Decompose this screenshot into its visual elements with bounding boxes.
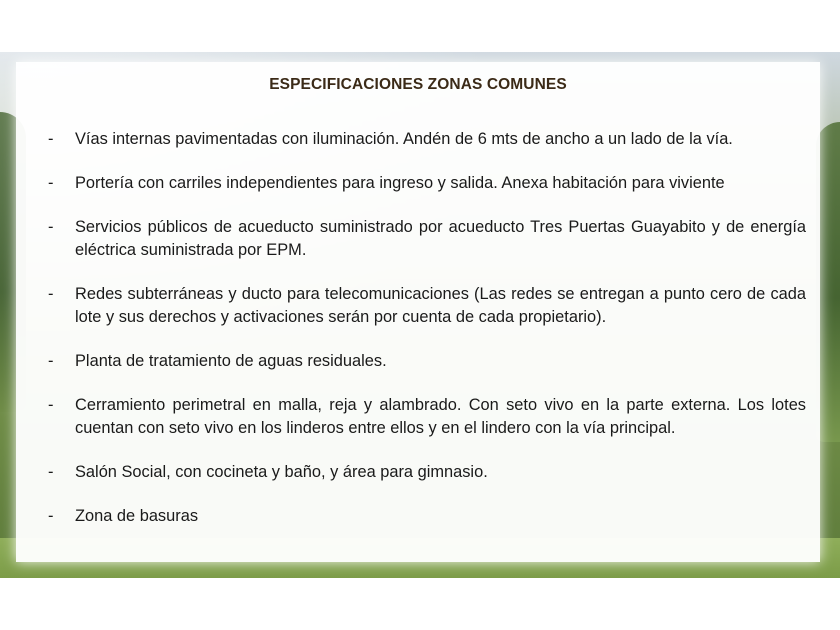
- list-item: [46, 216, 806, 262]
- list-item-text: Vías internas pavimentadas con iluminación. Andén de 6 mts de ancho a un lado de la vía.: [75, 130, 733, 148]
- list-item: [46, 172, 806, 195]
- list-item-text: Salón Social, con cocineta y baño, y área para gimnasio.: [75, 463, 488, 481]
- slide-title: ESPECIFICACIONES ZONAS COMUNES: [269, 76, 567, 93]
- list-item-text: Zona de basuras: [75, 507, 199, 525]
- list-item-text: Portería con carriles independientes para ingreso y salida. Anexa habitación para viviente: [75, 174, 725, 192]
- list-item-text: Servicios públicos de acueducto suministrado por acueducto Tres Puertas Guayabito y de energía eléctrica suministrada por EPM.: [75, 218, 806, 259]
- slide: [0, 52, 840, 578]
- bullet-dash: -: [48, 507, 54, 525]
- bullet-dash: -: [48, 285, 54, 303]
- list-item: [46, 394, 806, 440]
- content-panel: [16, 62, 820, 562]
- list-item-text: Planta de tratamiento de aguas residuales.: [75, 352, 387, 370]
- list-item: [46, 461, 806, 484]
- list-item: [46, 505, 806, 528]
- bullet-dash: -: [48, 174, 54, 192]
- bullet-dash: -: [48, 463, 54, 481]
- list-item-text: Cerramiento perimetral en malla, reja y alambrado. Con seto vivo en la parte externa. Los lotes cuentan con seto vivo en los linderos entre ellos y en el lindero con la vía principal.: [75, 396, 806, 437]
- list-item: [46, 350, 806, 373]
- bullet-dash: -: [48, 352, 54, 370]
- list-item-text: Redes subterráneas y ducto para telecomunicaciones (Las redes se entregan a punto cero de cada lote y sus derechos y activaciones serán por cuenta de cada propietario).: [75, 285, 806, 326]
- bullet-dash: -: [48, 396, 54, 414]
- list-item: [46, 283, 806, 329]
- bullet-dash: -: [48, 218, 54, 236]
- list-item: [46, 128, 806, 151]
- bullet-dash: -: [48, 130, 54, 148]
- specifications-list: [46, 128, 806, 549]
